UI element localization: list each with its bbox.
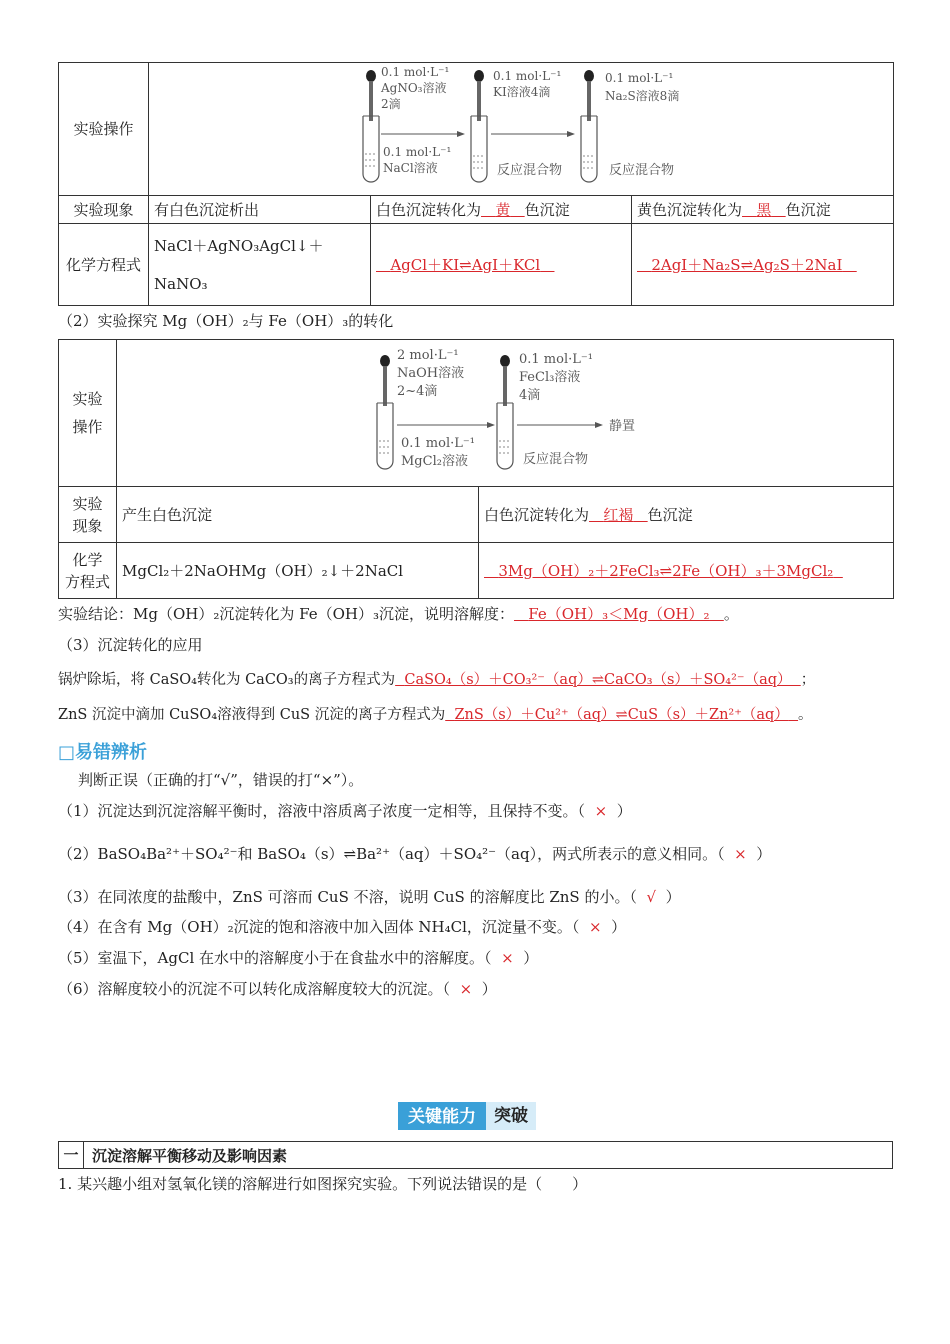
phenomenon-3: 黄色沉淀转化为 黑 色沉淀	[632, 196, 894, 224]
test-tube-b	[497, 355, 513, 469]
svg-text:静置: 静置	[609, 419, 636, 434]
judgment-mark-4: ×	[588, 918, 602, 936]
phenomenon-1: 有白色沉淀析出	[149, 196, 371, 224]
equation-mg-2: 3Mg（OH）₂＋2FeCl₃⇌2Fe（OH）₃＋3MgCl₂	[479, 543, 894, 599]
test-tube-diagram-2	[117, 341, 893, 485]
test-tube-3	[581, 70, 597, 182]
judgment-intro: 判断正误（正确的打“√”，错误的打“×”）。	[78, 771, 364, 789]
svg-text:0.1 mol·L⁻¹: 0.1 mol·L⁻¹	[383, 145, 452, 159]
section-box-title: 沉淀溶解平衡移动及影响因素	[92, 1146, 288, 1165]
svg-text:0.1 mol·L⁻¹: 0.1 mol·L⁻¹	[381, 65, 450, 79]
section-box	[58, 1141, 893, 1169]
judgment-1: （1）沉淀达到沉淀溶解平衡时，溶液中溶质离子浓度一定相等，且保持不变。（ × ）	[58, 802, 632, 820]
judgment-mark-3: √	[646, 888, 657, 906]
test-tube-a	[377, 355, 393, 469]
error-analysis-heading: □易错辨析	[58, 742, 148, 763]
phenomenon-2: 白色沉淀转化为 黄 色沉淀	[371, 196, 632, 224]
svg-text:2 mol·L⁻¹: 2 mol·L⁻¹	[397, 348, 459, 363]
svg-text:KI溶液4滴: KI溶液4滴	[493, 85, 551, 99]
label-phenomenon-2: 实验 现象	[59, 487, 117, 543]
svg-text:反应混合物: 反应混合物	[497, 163, 563, 178]
question-1: 1. 某兴趣小组对氢氧化镁的溶解进行如图探究实验。下列说法错误的是（ ）	[58, 1175, 588, 1193]
label-phenomenon: 实验现象	[59, 196, 149, 224]
svg-text:NaOH溶液: NaOH溶液	[397, 366, 465, 381]
section-box-number: 一	[59, 1142, 84, 1168]
equation-mg-1: MgCl₂＋2NaOHMg（OH）₂↓＋2NaCl	[117, 543, 479, 599]
section-3-title: （3）沉淀转化的应用	[58, 636, 203, 654]
svg-text:AgNO₃溶液: AgNO₃溶液	[381, 81, 447, 95]
judgment-2: （2）BaSO₄Ba²⁺＋SO₄²⁻和 BaSO₄（s）⇌Ba²⁺（aq）＋SO₄²⁻（aq），两式所表示的意义相同。（ × ）	[58, 845, 772, 863]
svg-text:0.1 mol·L⁻¹: 0.1 mol·L⁻¹	[605, 71, 674, 85]
phenomenon-mg-1: 产生白色沉淀	[117, 487, 479, 543]
phenomenon-mg-2: 白色沉淀转化为 红褐 色沉淀	[479, 487, 894, 543]
conclusion: 实验结论：Mg（OH）₂沉淀转化为 Fe（OH）₃沉淀，说明溶解度： Fe（OH）₃＜Mg（OH）₂ 。	[58, 605, 739, 623]
svg-text:0.1 mol·L⁻¹: 0.1 mol·L⁻¹	[493, 69, 562, 83]
equation-2: AgCl＋KI⇌AgI＋KCl	[371, 224, 632, 306]
judgment-5: （5）室温下，AgCl 在水中的溶解度小于在食盐水中的溶解度。（ × ）	[58, 949, 539, 967]
svg-text:FeCl₃溶液: FeCl₃溶液	[519, 370, 581, 385]
judgment-mark-1: ×	[594, 802, 608, 820]
key-ability-banner	[398, 1102, 536, 1130]
banner-right: 突破	[486, 1102, 536, 1130]
svg-text:NaCl溶液: NaCl溶液	[383, 161, 438, 175]
label-operation: 实验操作	[59, 63, 149, 196]
judgment-mark-2: ×	[734, 845, 747, 863]
svg-text:0.1 mol·L⁻¹: 0.1 mol·L⁻¹	[519, 352, 593, 367]
label-equation: 化学方程式	[59, 224, 149, 306]
judgment-4: （4）在含有 Mg（OH）₂沉淀的饱和溶液中加入固体 NH₄Cl，沉淀量不变。（ × ）	[58, 918, 627, 936]
test-tube-1	[363, 70, 379, 182]
test-tube-2	[471, 70, 487, 182]
judgment-mark-6: ×	[459, 980, 473, 998]
application-2: ZnS 沉淀中滴加 CuSO₄溶液得到 CuS 沉淀的离子方程式为 ZnS（s）＋Cu²⁺（aq）⇌CuS（s）＋Zn²⁺（aq） 。	[58, 707, 813, 723]
svg-text:MgCl₂溶液: MgCl₂溶液	[401, 454, 468, 469]
label-operation-2: 实验 操作	[59, 340, 117, 487]
svg-text:2~4滴: 2~4滴	[397, 384, 438, 399]
svg-text:0.1 mol·L⁻¹: 0.1 mol·L⁻¹	[401, 436, 475, 451]
experiment-table-silver	[58, 62, 894, 306]
equation-1: NaCl＋AgNO₃AgCl↓＋ NaNO₃	[149, 224, 371, 306]
apparatus-diagram-silver	[149, 63, 894, 196]
judgment-3: （3）在同浓度的盐酸中，ZnS 可溶而 CuS 不溶，说明 CuS 的溶解度比 ZnS 的小。（ √ ）	[58, 888, 681, 906]
judgment-mark-5: ×	[501, 949, 514, 967]
experiment-table-magnesium	[58, 339, 894, 599]
judgment-6: （6）溶解度较小的沉淀不可以转化成溶解度较大的沉淀。（ × ）	[58, 980, 497, 998]
svg-text:反应混合物: 反应混合物	[523, 452, 589, 467]
application-1: 锅炉除垢，将 CaSO₄转化为 CaCO₃的离子方程式为 CaSO₄（s）＋CO₃²⁻（aq）⇌CaCO₃（s）＋SO₄²⁻（aq） ；	[58, 672, 816, 688]
equation-3: 2AgI＋Na₂S⇌Ag₂S＋2NaI	[632, 224, 894, 306]
svg-text:Na₂S溶液8滴: Na₂S溶液8滴	[605, 89, 680, 103]
banner-left: 关键能力	[398, 1102, 486, 1130]
svg-text:2滴: 2滴	[381, 97, 401, 111]
test-tube-diagram	[149, 64, 893, 194]
svg-text:反应混合物: 反应混合物	[609, 163, 675, 178]
section-2-title: （2）实验探究 Mg（OH）₂与 Fe（OH）₃的转化	[58, 312, 394, 330]
apparatus-diagram-magnesium	[117, 340, 894, 487]
label-equation-2: 化学 方程式	[59, 543, 117, 599]
svg-text:4滴: 4滴	[519, 388, 541, 403]
